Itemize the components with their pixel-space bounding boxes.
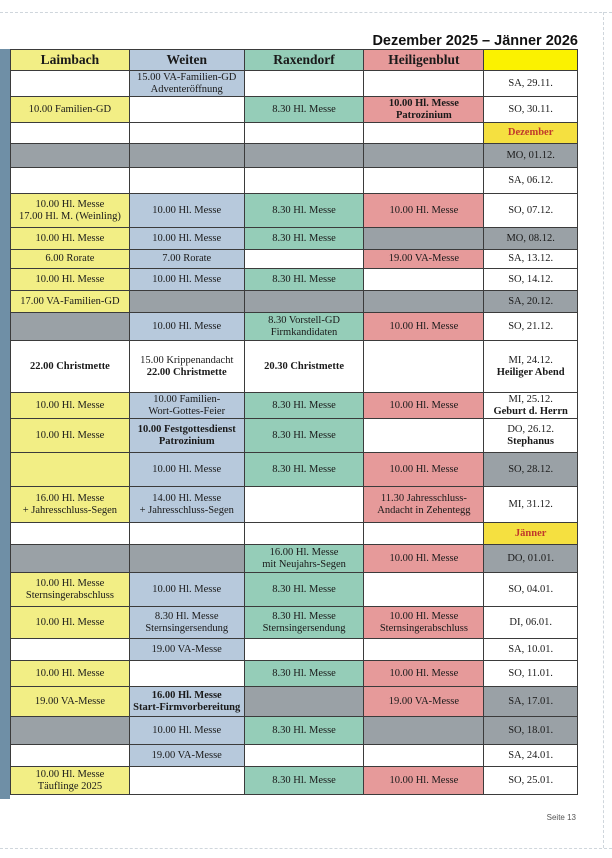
header-weiten: Weiten <box>129 50 244 71</box>
cell-text-line: Sternsingersendung <box>262 622 346 634</box>
cell-text-line: DI, 06.01. <box>509 616 552 628</box>
header-date <box>484 50 578 71</box>
cell-text-line: 17.00 VA-Familien-GD <box>20 295 120 307</box>
cell-text-line: SO, 18.01. <box>508 724 554 736</box>
cell-date <box>484 717 578 745</box>
cell-text-line: Patrozinium <box>158 435 215 447</box>
table-row <box>11 291 578 313</box>
cell-heiligenblut <box>364 291 484 313</box>
cell-laimbach <box>11 687 130 717</box>
cell-text-line: 10.00 Hl. Messe <box>35 399 105 411</box>
cell-raxendorf <box>244 123 364 144</box>
cell-raxendorf <box>244 767 364 795</box>
table-row <box>11 661 578 687</box>
cell-weiten <box>129 745 244 767</box>
cell-heiligenblut <box>364 545 484 573</box>
cell-date <box>484 144 578 168</box>
cell-raxendorf <box>244 341 364 393</box>
cell-text-line: 11.30 Jahresschluss- <box>380 492 467 504</box>
cell-date <box>484 573 578 607</box>
cell-text-line: 10.00 Hl. Messe <box>35 577 105 589</box>
cell-text-line: 8.30 Vorstell-GD <box>268 314 341 326</box>
cell-text-line: 10.00 Hl. Messe <box>389 463 459 475</box>
cell-weiten <box>129 71 244 97</box>
header-heiligenblut: Heiligenblut <box>364 50 484 71</box>
table-row <box>11 545 578 573</box>
cell-laimbach <box>11 487 130 523</box>
cell-text-line: 8.30 Hl. Messe <box>272 429 336 441</box>
cell-heiligenblut <box>364 453 484 487</box>
table-row <box>11 71 578 97</box>
cell-raxendorf <box>244 168 364 194</box>
left-color-stripe <box>0 49 10 799</box>
cell-text-line: MI, 31.12. <box>508 498 553 510</box>
cell-text-line: 8.30 Hl. Messe <box>272 204 336 216</box>
header-raxendorf: Raxendorf <box>244 50 364 71</box>
cell-text-line: Jänner <box>514 527 547 539</box>
cell-text-line: 8.30 Hl. Messe <box>154 610 219 622</box>
cell-heiligenblut <box>364 341 484 393</box>
cell-text-line: SA, 10.01. <box>508 643 554 655</box>
cell-text-line: 10.00 Hl. Messe <box>152 583 222 595</box>
cell-raxendorf <box>244 97 364 123</box>
cell-text-line: 8.30 Hl. Messe <box>272 273 336 285</box>
cell-date <box>484 269 578 291</box>
cell-heiligenblut <box>364 393 484 419</box>
cell-text-line: MI, 24.12. <box>508 354 553 366</box>
cell-heiligenblut <box>364 487 484 523</box>
table-row <box>11 341 578 393</box>
table-row <box>11 313 578 341</box>
table-row <box>11 168 578 194</box>
cell-weiten <box>129 573 244 607</box>
cell-raxendorf <box>244 144 364 168</box>
cell-laimbach <box>11 545 130 573</box>
cell-laimbach <box>11 123 130 144</box>
cell-text-line: 19.00 VA-Messe <box>34 695 106 707</box>
cell-laimbach <box>11 453 130 487</box>
cell-laimbach <box>11 419 130 453</box>
cell-text-line: Start-Firmvorbereitung <box>133 701 241 713</box>
cell-text-line: 16.00 Hl. Messe <box>151 689 222 701</box>
cell-text-line: 10.00 Hl. Messe <box>152 320 222 332</box>
cell-text-line: 8.30 Hl. Messe <box>272 103 336 115</box>
table-row <box>11 745 578 767</box>
cell-date <box>484 453 578 487</box>
month-label <box>484 123 578 144</box>
cell-raxendorf <box>244 717 364 745</box>
cell-date <box>484 767 578 795</box>
cell-heiligenblut <box>364 661 484 687</box>
table-row <box>11 717 578 745</box>
cell-date <box>484 194 578 228</box>
cell-text-line: 8.30 Hl. Messe <box>272 232 336 244</box>
cell-text-line: 8.30 Hl. Messe <box>272 583 336 595</box>
cell-raxendorf <box>244 453 364 487</box>
cell-date <box>484 341 578 393</box>
cell-raxendorf <box>244 291 364 313</box>
cell-text-line: 15.00 Krippenandacht <box>140 354 234 366</box>
cell-raxendorf <box>244 228 364 250</box>
page-border-right <box>603 12 604 848</box>
cell-weiten <box>129 144 244 168</box>
cell-text-line: 10.00 Hl. Messe <box>35 198 105 210</box>
cell-date <box>484 639 578 661</box>
cell-laimbach <box>11 639 130 661</box>
table-row <box>11 687 578 717</box>
cell-text-line: Andacht in Zehentegg <box>377 504 471 516</box>
cell-date <box>484 291 578 313</box>
cell-date <box>484 71 578 97</box>
table-row <box>11 767 578 795</box>
cell-text-line: SO, 14.12. <box>508 273 554 285</box>
cell-weiten <box>129 687 244 717</box>
cell-text-line: Dezember <box>507 127 554 138</box>
cell-heiligenblut <box>364 97 484 123</box>
cell-text-line: 8.30 Hl. Messe <box>272 724 336 736</box>
cell-text-line: 16.00 Hl. Messe <box>35 492 105 504</box>
cell-text-line: Wort-Gottes-Feier <box>148 405 226 417</box>
cell-text-line: 10.00 Hl. Messe <box>35 616 105 628</box>
schedule-body <box>11 71 578 795</box>
cell-text-line: 19.00 VA-Messe <box>388 253 459 264</box>
cell-text-line: Heiliger Abend <box>496 366 565 378</box>
cell-text-line: Patrozinium <box>395 109 452 121</box>
cell-text-line: SO, 11.01. <box>508 667 553 679</box>
table-row <box>11 123 578 144</box>
cell-text-line: 16.00 Hl. Messe <box>269 546 339 558</box>
cell-weiten <box>129 313 244 341</box>
cell-text-line: 10.00 Hl. Messe <box>152 232 222 244</box>
cell-laimbach <box>11 341 130 393</box>
cell-raxendorf <box>244 607 364 639</box>
cell-text-line: SO, 28.12. <box>508 463 554 475</box>
page-border-bottom <box>0 848 612 849</box>
cell-raxendorf <box>244 545 364 573</box>
cell-text-line: DO, 01.01. <box>507 552 554 564</box>
cell-raxendorf <box>244 687 364 717</box>
cell-text-line: 10.00 Hl. Messe <box>388 97 459 109</box>
cell-weiten <box>129 453 244 487</box>
cell-weiten <box>129 639 244 661</box>
cell-laimbach <box>11 97 130 123</box>
cell-heiligenblut <box>364 168 484 194</box>
cell-heiligenblut <box>364 144 484 168</box>
cell-text-line: SA, 13.12. <box>508 253 554 264</box>
cell-laimbach <box>11 144 130 168</box>
cell-text-line: Stephanus <box>507 435 554 447</box>
cell-text-line: 10.00 Hl. Messe <box>389 610 459 622</box>
table-row <box>11 487 578 523</box>
cell-text-line: 10.00 Hl. Messe <box>152 204 222 216</box>
cell-raxendorf <box>244 419 364 453</box>
cell-date <box>484 419 578 453</box>
cell-raxendorf <box>244 639 364 661</box>
cell-text-line: 10.00 Hl. Messe <box>389 399 459 411</box>
cell-date <box>484 168 578 194</box>
cell-weiten <box>129 523 244 545</box>
cell-laimbach <box>11 291 130 313</box>
cell-heiligenblut <box>364 194 484 228</box>
cell-date <box>484 687 578 717</box>
cell-weiten <box>129 419 244 453</box>
cell-text-line: SA, 29.11. <box>508 77 553 89</box>
cell-text-line: 15.00 VA-Familien-GD <box>137 71 237 83</box>
table-row <box>11 607 578 639</box>
cell-text-line: + Jahresschluss-Segen <box>22 504 118 516</box>
table-row <box>11 573 578 607</box>
cell-date <box>484 97 578 123</box>
cell-heiligenblut <box>364 639 484 661</box>
cell-raxendorf <box>244 661 364 687</box>
cell-text-line: SO, 07.12. <box>508 204 554 216</box>
cell-text-line: 22.00 Christmette <box>29 360 110 372</box>
cell-text-line: 10.00 Hl. Messe <box>35 667 105 679</box>
cell-text-line: SO, 25.01. <box>508 774 554 786</box>
cell-raxendorf <box>244 523 364 545</box>
cell-weiten <box>129 717 244 745</box>
cell-raxendorf <box>244 71 364 97</box>
cell-text-line: 10.00 Hl. Messe <box>389 774 459 786</box>
cell-text-line: MI, 25.12. <box>508 393 553 405</box>
table-row <box>11 419 578 453</box>
cell-text-line: 10.00 Festgottesdienst <box>137 423 236 435</box>
cell-date <box>484 607 578 639</box>
cell-weiten <box>129 607 244 639</box>
cell-text-line: Sternsingerabschluss <box>379 622 468 634</box>
cell-raxendorf <box>244 194 364 228</box>
cell-text-line: SA, 17.01. <box>508 695 554 707</box>
cell-text-line: 8.30 Hl. Messe <box>272 463 336 475</box>
cell-date <box>484 313 578 341</box>
table-row <box>11 194 578 228</box>
cell-heiligenblut <box>364 745 484 767</box>
cell-heiligenblut <box>364 687 484 717</box>
cell-weiten <box>129 97 244 123</box>
cell-text-line: MO, 01.12. <box>506 149 555 161</box>
cell-text-line: SO, 04.01. <box>508 583 554 595</box>
cell-heiligenblut <box>364 523 484 545</box>
cell-date <box>484 393 578 419</box>
cell-weiten <box>129 123 244 144</box>
cell-laimbach <box>11 745 130 767</box>
cell-text-line: DO, 26.12. <box>507 423 554 435</box>
cell-text-line: 10.00 Hl. Messe <box>152 273 222 285</box>
cell-date <box>484 545 578 573</box>
cell-text-line: 8.30 Hl. Messe <box>272 667 336 679</box>
cell-weiten <box>129 228 244 250</box>
cell-weiten <box>129 487 244 523</box>
cell-text-line: 6.00 Rorate <box>45 253 95 264</box>
cell-date <box>484 487 578 523</box>
cell-text-line: 10.00 Hl. Messe <box>35 232 105 244</box>
table-row <box>11 523 578 545</box>
cell-weiten <box>129 250 244 269</box>
cell-text-line: 10.00 Hl. Messe <box>152 463 222 475</box>
cell-text-line: 8.30 Hl. Messe <box>272 399 336 411</box>
cell-date <box>484 250 578 269</box>
cell-date <box>484 745 578 767</box>
table-row <box>11 228 578 250</box>
cell-heiligenblut <box>364 607 484 639</box>
table-row <box>11 639 578 661</box>
cell-laimbach <box>11 661 130 687</box>
cell-text-line: 10.00 Hl. Messe <box>35 273 105 285</box>
cell-raxendorf <box>244 487 364 523</box>
cell-laimbach <box>11 393 130 419</box>
cell-raxendorf <box>244 393 364 419</box>
cell-text-line: 10.00 Familien-GD <box>28 103 112 115</box>
cell-laimbach <box>11 71 130 97</box>
cell-text-line: Sternsingerabschluss <box>25 589 114 601</box>
header-laimbach: Laimbach <box>11 50 130 71</box>
cell-text-line: SO, 21.12. <box>508 320 554 332</box>
cell-text-line: Firmkandidaten <box>270 326 338 338</box>
cell-weiten <box>129 291 244 313</box>
cell-text-line: 10.00 Familien- <box>153 393 221 405</box>
cell-text-line: 8.30 Hl. Messe <box>272 610 336 622</box>
header-row <box>11 50 578 71</box>
cell-raxendorf <box>244 269 364 291</box>
cell-date <box>484 228 578 250</box>
table-row <box>11 144 578 168</box>
cell-text-line: 10.00 Hl. Messe <box>152 724 222 736</box>
cell-heiligenblut <box>364 767 484 795</box>
cell-laimbach <box>11 607 130 639</box>
cell-text-line: 19.00 VA-Messe <box>151 749 222 761</box>
cell-text-line: Geburt d. Herrn <box>493 405 568 417</box>
cell-heiligenblut <box>364 269 484 291</box>
cell-heiligenblut <box>364 71 484 97</box>
cell-heiligenblut <box>364 419 484 453</box>
cell-text-line: Adventeröffnung <box>150 83 223 95</box>
cell-raxendorf <box>244 573 364 607</box>
table-row <box>11 453 578 487</box>
cell-text-line: 8.30 Hl. Messe <box>272 774 336 786</box>
table-row <box>11 393 578 419</box>
cell-text-line: 19.00 VA-Messe <box>388 695 459 707</box>
cell-text-line: Sternsingersendung <box>145 622 229 634</box>
month-label <box>484 523 578 545</box>
cell-laimbach <box>11 194 130 228</box>
cell-heiligenblut <box>364 228 484 250</box>
cell-text-line: 10.00 Hl. Messe <box>389 552 459 564</box>
cell-weiten <box>129 393 244 419</box>
table-row <box>11 250 578 269</box>
page-border-top <box>0 12 612 13</box>
cell-weiten <box>129 194 244 228</box>
cell-text-line: Täuflinge 2025 <box>37 780 103 792</box>
cell-text-line: mit Neujahrs-Segen <box>262 558 346 570</box>
cell-text-line: 17.00 Hl. M. (Weinling) <box>19 210 121 222</box>
cell-text-line: 7.00 Rorate <box>162 253 212 264</box>
cell-text-line: SA, 20.12. <box>508 295 554 307</box>
cell-text-line: + Jahresschluss-Segen <box>139 504 234 516</box>
cell-text-line: 14.00 Hl. Messe <box>152 492 222 504</box>
cell-laimbach <box>11 168 130 194</box>
cell-heiligenblut <box>364 717 484 745</box>
cell-weiten <box>129 545 244 573</box>
cell-laimbach <box>11 269 130 291</box>
cell-raxendorf <box>244 250 364 269</box>
cell-date <box>484 661 578 687</box>
cell-text-line: 10.00 Hl. Messe <box>389 204 459 216</box>
cell-raxendorf <box>244 745 364 767</box>
cell-laimbach <box>11 228 130 250</box>
cell-weiten <box>129 168 244 194</box>
cell-laimbach <box>11 717 130 745</box>
mass-schedule-table <box>10 49 578 795</box>
cell-heiligenblut <box>364 123 484 144</box>
cell-weiten <box>129 341 244 393</box>
cell-text-line: SA, 06.12. <box>508 174 554 186</box>
page-title: Dezember 2025 – Jänner 2026 <box>372 33 578 49</box>
cell-text-line: 10.00 Hl. Messe <box>35 768 105 780</box>
cell-weiten <box>129 767 244 795</box>
cell-text-line: 22.00 Christmette <box>146 366 227 378</box>
table-row <box>11 97 578 123</box>
cell-laimbach <box>11 523 130 545</box>
cell-weiten <box>129 269 244 291</box>
cell-weiten <box>129 661 244 687</box>
cell-laimbach <box>11 250 130 269</box>
cell-text-line: 19.00 VA-Messe <box>151 643 222 655</box>
cell-text-line: SA, 24.01. <box>508 749 554 761</box>
cell-heiligenblut <box>364 250 484 269</box>
cell-laimbach <box>11 767 130 795</box>
cell-heiligenblut <box>364 573 484 607</box>
cell-text-line: SO, 30.11. <box>508 103 553 115</box>
cell-heiligenblut <box>364 313 484 341</box>
cell-text-line: 10.00 Hl. Messe <box>35 429 105 441</box>
cell-text-line: 10.00 Hl. Messe <box>389 320 459 332</box>
cell-raxendorf <box>244 313 364 341</box>
cell-text-line: 10.00 Hl. Messe <box>389 667 459 679</box>
cell-laimbach <box>11 313 130 341</box>
cell-text-line: 20.30 Christmette <box>264 360 344 372</box>
table-row <box>11 269 578 291</box>
cell-laimbach <box>11 573 130 607</box>
cell-text-line: MO, 08.12. <box>506 232 555 244</box>
page-number: Seite 13 <box>546 813 576 822</box>
